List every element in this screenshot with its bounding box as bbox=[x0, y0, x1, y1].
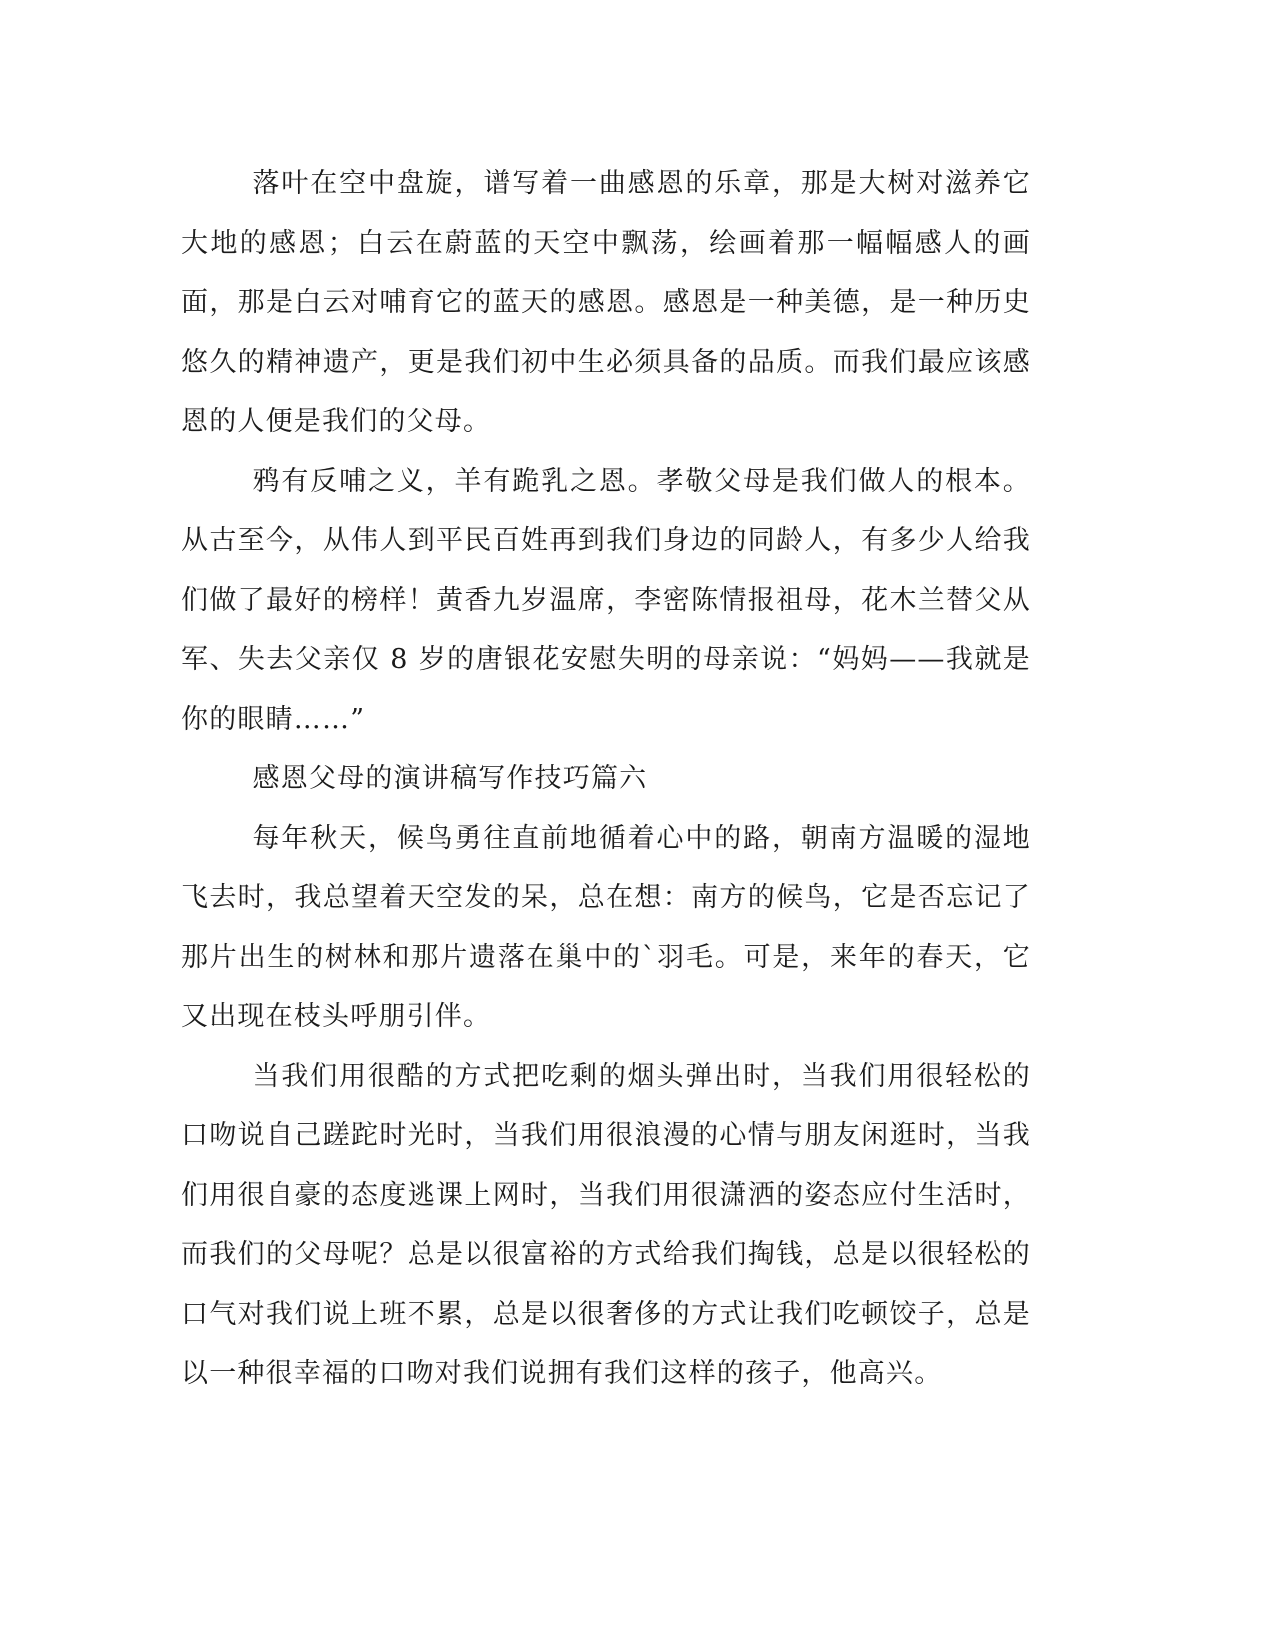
paragraph-filial-examples: 鸦有反哺之义，羊有跪乳之恩。孝敬父母是我们做人的根本。从古至今，从伟人到平民百姓再到我们身边的同龄人，有多少人给我们做了最好的榜样！黄香九岁温席，李密陈情报祖母，花木兰替父从军、失去父亲仅 8 岁的唐银花安慰失明的母亲说：“妈妈——我就是你的眼睛……” bbox=[181, 465, 1031, 735]
document-body bbox=[181, 154, 1031, 1404]
paragraph-migratory-birds: 每年秋天，候鸟勇往直前地循着心中的路，朝南方温暖的湿地飞去时，我总望着天空发的呆，总在想：南方的候鸟，它是否忘记了那片出生的树林和那片遗落在巢中的`羽毛。可是，来年的春天，它又出现在枝头呼朋引伴。 bbox=[181, 822, 1031, 1032]
paragraph-gratitude-intro: 落叶在空中盘旋，谱写着一曲感恩的乐章，那是大树对滋养它大地的感恩；白云在蔚蓝的天空中飘荡，绘画着那一幅幅感人的画面，那是白云对哺育它的蓝天的感恩。感恩是一种美德，是一种历史悠久的精神遗产，更是我们初中生必须具备的品质。而我们最应该感恩的人便是我们的父母。 bbox=[181, 168, 1031, 437]
section-heading: 感恩父母的演讲稿写作技巧篇六 bbox=[252, 763, 648, 794]
paragraph-parents-sacrifice: 当我们用很酷的方式把吃剩的烟头弹出时，当我们用很轻松的口吻说自己蹉跎时光时，当我们用很浪漫的心情与朋友闲逛时，当我们用很自豪的态度逃课上网时，当我们用很潇洒的姿态应付生活时，而我们的父母呢？总是以很富裕的方式给我们掏钱，总是以很轻松的口气对我们说上班不累，总是以很奢侈的方式让我们吃顿饺子，总是以一种很幸福的口吻对我们说拥有我们这样的孩子，他高兴。 bbox=[181, 1060, 1031, 1389]
